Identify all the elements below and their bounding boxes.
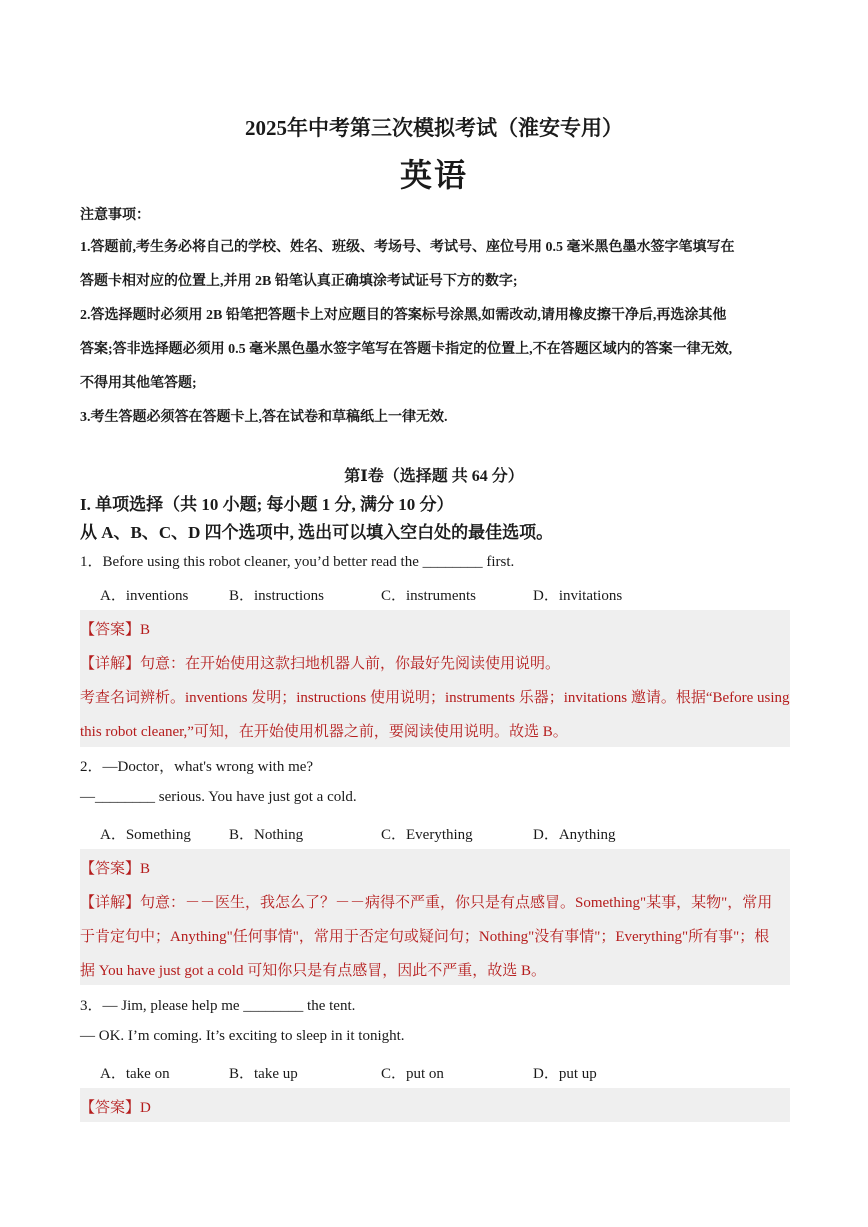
question-3-answer-block [80,1088,790,1122]
question-3-option-c: C．put on [381,1066,444,1082]
notes-heading: 注意事项： [80,208,150,223]
note-item-1-line-1: 1.答题前,考生务必将自己的学校、姓名、班级、考场号、考试号、座位号用 0.5 毫米黑色墨水签字笔填写在 [80,240,735,255]
part-heading: I. 单项选择（共 10 小题; 每小题 1 分, 满分 10 分） [80,495,454,514]
note-item-2-line-2: 答案;答非选择题必须用 0.5 毫米黑色墨水签字笔写在答题卡指定的位置上,不在答题区域内的答案一律无效, [80,342,733,357]
note-item-2-line-1: 2.答选择题时必须用 2B 铅笔把答题卡上对应题目的答案标号涂黑,如需改动,请用橡皮擦干净后,再选涂其他 [80,308,727,323]
question-2-explanation-line-2: 于肯定句中；Anything"任何事情"，常用于否定句或疑问句；Nothing"没有事情"；Everything"所有事"；根 [80,929,770,945]
note-item-1-line-2: 答题卡相对应的位置上,并用 2B 铅笔认真正确填涂考试证号下方的数字; [80,274,518,289]
question-1-option-d: D．invitations [533,588,623,604]
question-1-explanation-line-1: 【详解】句意：在开始使用这款扫地机器人前，你最好先阅读使用说明。 [80,656,561,672]
question-2-option-a: A．Something [100,827,191,843]
question-2-stem-line-2: —________ serious. You have just got a cold. [80,789,357,805]
question-2-explanation-line-3: 据 You have just got a cold 可知你只是有点感冒，因此不严重，故选 B。 [80,963,546,979]
question-2-stem-line-1: 2．—Doctor，what's wrong with me? [80,759,314,775]
question-1-option-c: C．instruments [381,588,477,604]
note-item-3: 3.考生答题必须答在答题卡上,答在试卷和草稿纸上一律无效. [80,410,448,425]
question-1-option-a: A．inventions [100,588,189,604]
question-2-explanation-line-1: 【详解】句意：－－医生，我怎么了？－－病得不严重，你只是有点感冒。Something"某事，某物"，常用 [80,895,773,911]
question-1-explanation-line-3: this robot cleaner,”可知，在开始使用机器之前，要阅读使用说明。故选 B。 [80,724,568,740]
question-1-stem: 1．Before using this robot cleaner, you’d better read the ________ first. [80,554,515,570]
question-3-stem-line-2: — OK. I’m coming. It’s exciting to sleep in it tonight. [80,1028,405,1044]
part-instruction: 从 A、B、C、D 四个选项中, 选出可以填入空白处的最佳选项。 [80,523,554,542]
exam-title: 2025年中考第三次模拟考试（淮安专用） [245,116,623,140]
question-1-explanation-line-2: 考查名词辨析。inventions 发明；instructions 使用说明；instruments 乐器；invitations 邀请。根据“Before using [80,690,790,706]
question-3-option-d: D．put up [533,1066,597,1082]
question-2-answer: 【答案】B [80,861,151,877]
question-3-stem-line-1: 3．— Jim, please help me ________ the tent. [80,998,356,1014]
question-1-answer: 【答案】B [80,622,151,638]
question-1-option-b: B．instructions [229,588,325,604]
question-3-option-b: B．take up [229,1066,298,1082]
question-2-option-d: D．Anything [533,827,616,843]
volume-heading: 第Ⅰ卷（选择题 共 64 分） [344,468,524,485]
note-item-2-line-3: 不得用其他笔答题; [80,376,197,391]
question-2-option-c: C．Everything [381,827,473,843]
question-2-option-b: B．Nothing [229,827,304,843]
subject-title: 英语 [399,157,468,193]
question-3-option-a: A．take on [100,1066,170,1082]
question-3-answer: 【答案】D [80,1100,151,1116]
